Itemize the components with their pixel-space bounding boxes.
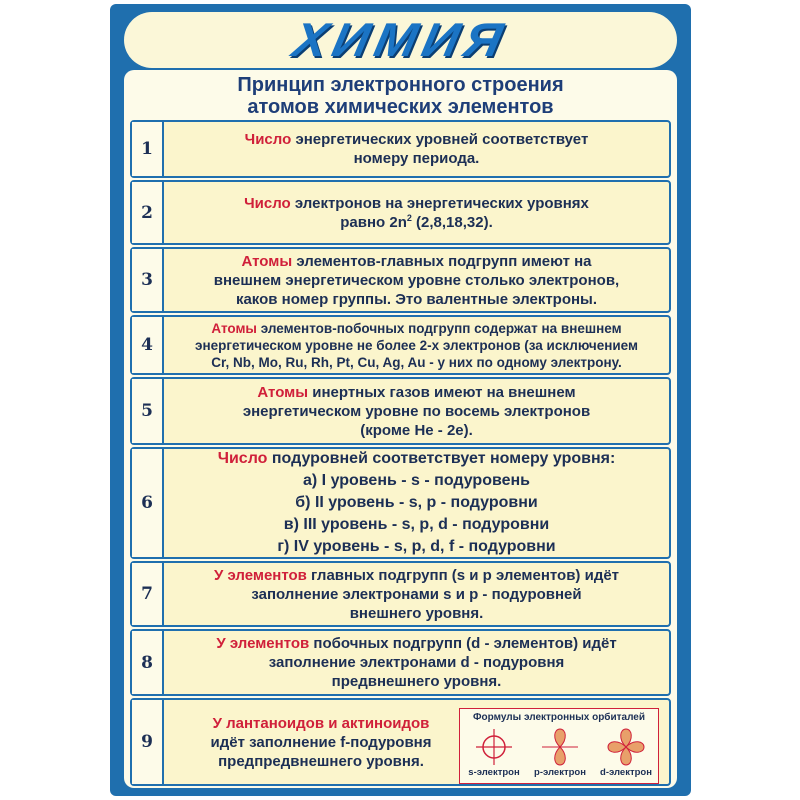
superscript: 2 xyxy=(406,212,412,223)
highlight-word: Атомы xyxy=(211,320,257,336)
row-text: инертных газов имеют на внешнем xyxy=(308,383,576,401)
row-text: в) III уровень - s, p, d - подуровни xyxy=(283,516,550,533)
title-banner xyxy=(124,12,677,68)
highlight-word: Число xyxy=(244,194,291,212)
row-text: заполнение электронами d - подуровня xyxy=(268,654,565,671)
row-text: подуровней соответствует номеру уровня: xyxy=(267,450,616,467)
row-text: (кроме He - 2е). xyxy=(360,421,473,439)
row-content xyxy=(164,631,669,694)
p-orbital-icon xyxy=(540,727,580,767)
row-content xyxy=(164,122,669,176)
principle-row-1 xyxy=(130,120,671,178)
row-number: 8 xyxy=(132,631,164,694)
principle-row-8 xyxy=(130,629,671,696)
row-text: каков номер группы. Это валентные электроны. xyxy=(235,290,598,308)
row-text: Cr, Nb, Mo, Ru, Rh, Pt, Cu, Ag, Au - у них по одному электрону. xyxy=(211,354,622,370)
row-text: энергетических уровней соответствует xyxy=(291,131,589,148)
page-title: ХИМИЯ xyxy=(288,13,513,67)
row-text: элементов-главных подгрупп имеют на xyxy=(292,252,592,270)
row-text: электронов на энергетических уровнях xyxy=(290,194,589,212)
highlight-word: Атомы xyxy=(241,252,293,270)
row-number: 9 xyxy=(132,700,164,784)
row-text: главных подгрупп (s и p элементов) идёт xyxy=(306,566,620,584)
row-text: г) IV уровень - s, p, d, f - подуровни xyxy=(277,538,556,555)
highlight-word: У элементов xyxy=(213,566,307,584)
d-orbital xyxy=(596,727,656,783)
row-content xyxy=(164,182,669,243)
row-content xyxy=(164,563,669,625)
row-number: 2 xyxy=(132,182,164,243)
row-text: энергетическом уровне по восемь электронов xyxy=(242,402,591,420)
subtitle-line-1: Принцип электронного строения xyxy=(237,74,564,96)
row-content xyxy=(164,449,669,557)
principles-table xyxy=(130,120,671,788)
row-text: предвнешнего уровня. xyxy=(331,673,502,690)
row-text: предпредвнешнего уровня. xyxy=(218,752,424,770)
row-text: равно 2n xyxy=(340,213,407,231)
highlight-word: Число xyxy=(217,450,268,467)
highlight-word: Число xyxy=(244,131,292,148)
row-text: номеру периода. xyxy=(353,150,480,167)
principle-row-6 xyxy=(130,447,671,559)
row-text: а) I уровень - s - подуровень xyxy=(303,472,530,489)
row-text: заполнение электронами s и p - подуровней xyxy=(251,585,582,603)
s-electron-label: s-электрон xyxy=(468,767,520,778)
row-text: внешнем энергетическом уровне столько электронов, xyxy=(213,271,620,289)
row-content xyxy=(164,317,669,373)
principle-row-2 xyxy=(130,180,671,245)
highlight-word: У элементов xyxy=(216,635,310,652)
highlight-word: Атомы xyxy=(257,383,309,401)
row-number: 6 xyxy=(132,449,164,557)
p-electron-label: p-электрон xyxy=(534,767,586,778)
highlight-word: У лантаноидов и актиноидов xyxy=(212,714,430,732)
row-content xyxy=(164,379,669,443)
row-number: 4 xyxy=(132,317,164,373)
orbital-diagram xyxy=(459,708,659,784)
principle-row-3 xyxy=(130,247,671,313)
subtitle-line-2: атомов химических элементов xyxy=(247,96,554,118)
row-number: 7 xyxy=(132,563,164,625)
orbital-title: Формулы электронных орбиталей xyxy=(472,712,646,723)
principle-row-9 xyxy=(130,698,671,786)
row-text: элементов-побочных подгрупп содержат на внешнем xyxy=(256,320,622,336)
row-text: побочных подгрупп (d - элементов) идёт xyxy=(309,635,617,652)
s-orbital-icon xyxy=(474,727,514,767)
content-panel xyxy=(124,70,677,788)
principle-row-4 xyxy=(130,315,671,375)
row-number: 1 xyxy=(132,122,164,176)
d-electron-label: d-электрон xyxy=(600,767,652,778)
principle-row-5 xyxy=(130,377,671,445)
poster xyxy=(110,4,691,796)
principle-row-7 xyxy=(130,561,671,627)
row-text: (2,8,18,32). xyxy=(411,213,493,231)
row-number: 3 xyxy=(132,249,164,311)
row-content xyxy=(164,249,669,311)
row-text: энергетическом уровне не более 2-х электронов (за исключением xyxy=(195,337,638,353)
p-orbital xyxy=(530,727,590,783)
row-text: б) II уровень - s, p - подуровни xyxy=(295,494,538,511)
d-orbital-icon xyxy=(606,727,646,767)
row-text: идёт заполнение f-подуровня xyxy=(210,733,432,751)
subtitle xyxy=(124,74,677,118)
s-orbital xyxy=(464,727,524,783)
row-text: внешнего уровня. xyxy=(349,604,484,622)
row-number: 5 xyxy=(132,379,164,443)
